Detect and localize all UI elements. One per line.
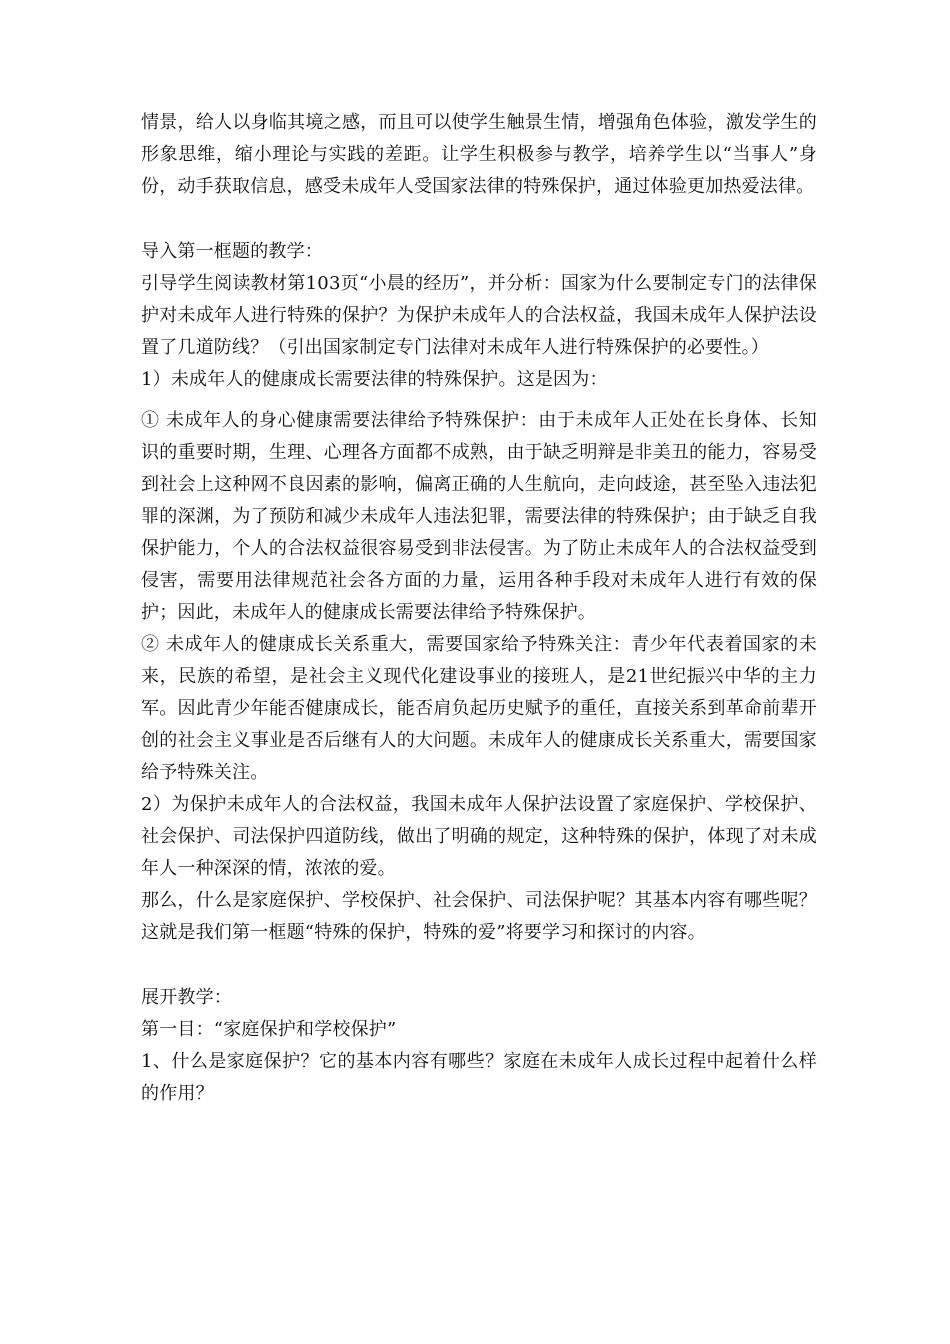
paragraph-spacer (141, 396, 817, 405)
paragraph-spacer (141, 203, 817, 236)
paragraph-transition: 那么，什么是家庭保护、学校保护、社会保护、司法保护呢？其基本内容有哪些呢？这就是我们第一框题“特殊的保护，特殊的爱”将要学习和探讨的内容。 (141, 890, 817, 943)
paragraph-point-2: 2）为保护未成年人的合法权益，我国未成年人保护法设置了家庭保护、学校保护、社会保护、司法保护四道防线，做出了明确的规定，这种特殊的保护，体现了对未成年人一种深深的情，浓浓的爱。 (141, 794, 817, 879)
paragraph-spacer (141, 949, 817, 982)
document-body (141, 107, 817, 1110)
paragraph-section-title: 第一目：“家庭保护和学校保护” (141, 1019, 397, 1040)
paragraph-lead-in-heading: 导入第一框题的教学： (141, 241, 323, 262)
paragraph-teaching-heading: 展开教学： (141, 987, 232, 1008)
paragraph-subpoint-2: ② 未成年人的健康成长关系重大，需要国家给予特殊关注：青少年代表着国家的未来，民族的希望，是社会主义现代化建设事业的接班人，是21世纪振兴中华的主力军。因此青少年能否健康成长，能否肩负起历史赋予的重任，直接关系到革命前辈开创的社会主义事业是否后继有人的大问题。未成年人的健康成长关系重大，需要国家给予特殊关注。 (141, 634, 817, 783)
paragraph-subpoint-1: ① 未成年人的身心健康需要法律给予特殊保护：由于未成年人正处在长身体、长知识的重要时期，生理、心理各方面都不成熟，由于缺乏明辩是非美丑的能力，容易受到社会上这种网不良因素的影响，偏离正确的人生航向，走向歧途，甚至坠入违法犯罪的深渊，为了预防和减少未成年人违法犯罪，需要法律的特殊保护；由于缺乏自我保护能力，个人的合法权益很容易受到非法侵害。为了防止未成年人的合法权益受到侵害，需要用法律规范社会各方面的力量，运用各种手段对未成年人进行有效的保护；因此，未成年人的健康成长需要法律给予特殊保护。 (141, 410, 817, 623)
paragraph-lead-in-question: 引导学生阅读教材第103页“小晨的经历”，并分析：国家为什么要制定专门的法律保护对未成年人进行特殊的保护？为保护未成年人的合法权益，我国未成年人保护法设置了几道防线？（引出国家制定专门法律对未成年人进行特殊保护的必要性。） (141, 273, 817, 358)
paragraph-intro-continuation: 情景，给人以身临其境之感，而且可以使学生触景生情，增强角色体验，激发学生的形象思维，缩小理论与实践的差距。让学生积极参与教学，培养学生以“当事人”身份，动手获取信息，感受未成年人受国家法律的特殊保护，通过体验更加热爱法律。 (141, 112, 817, 197)
paragraph-question-1: 1、什么是家庭保护？它的基本内容有哪些？家庭在未成年人成长过程中起着什么样的作用？ (141, 1051, 817, 1104)
paragraph-point-1: 1）未成年人的健康成长需要法律的特殊保护。这是因为： (141, 369, 608, 390)
